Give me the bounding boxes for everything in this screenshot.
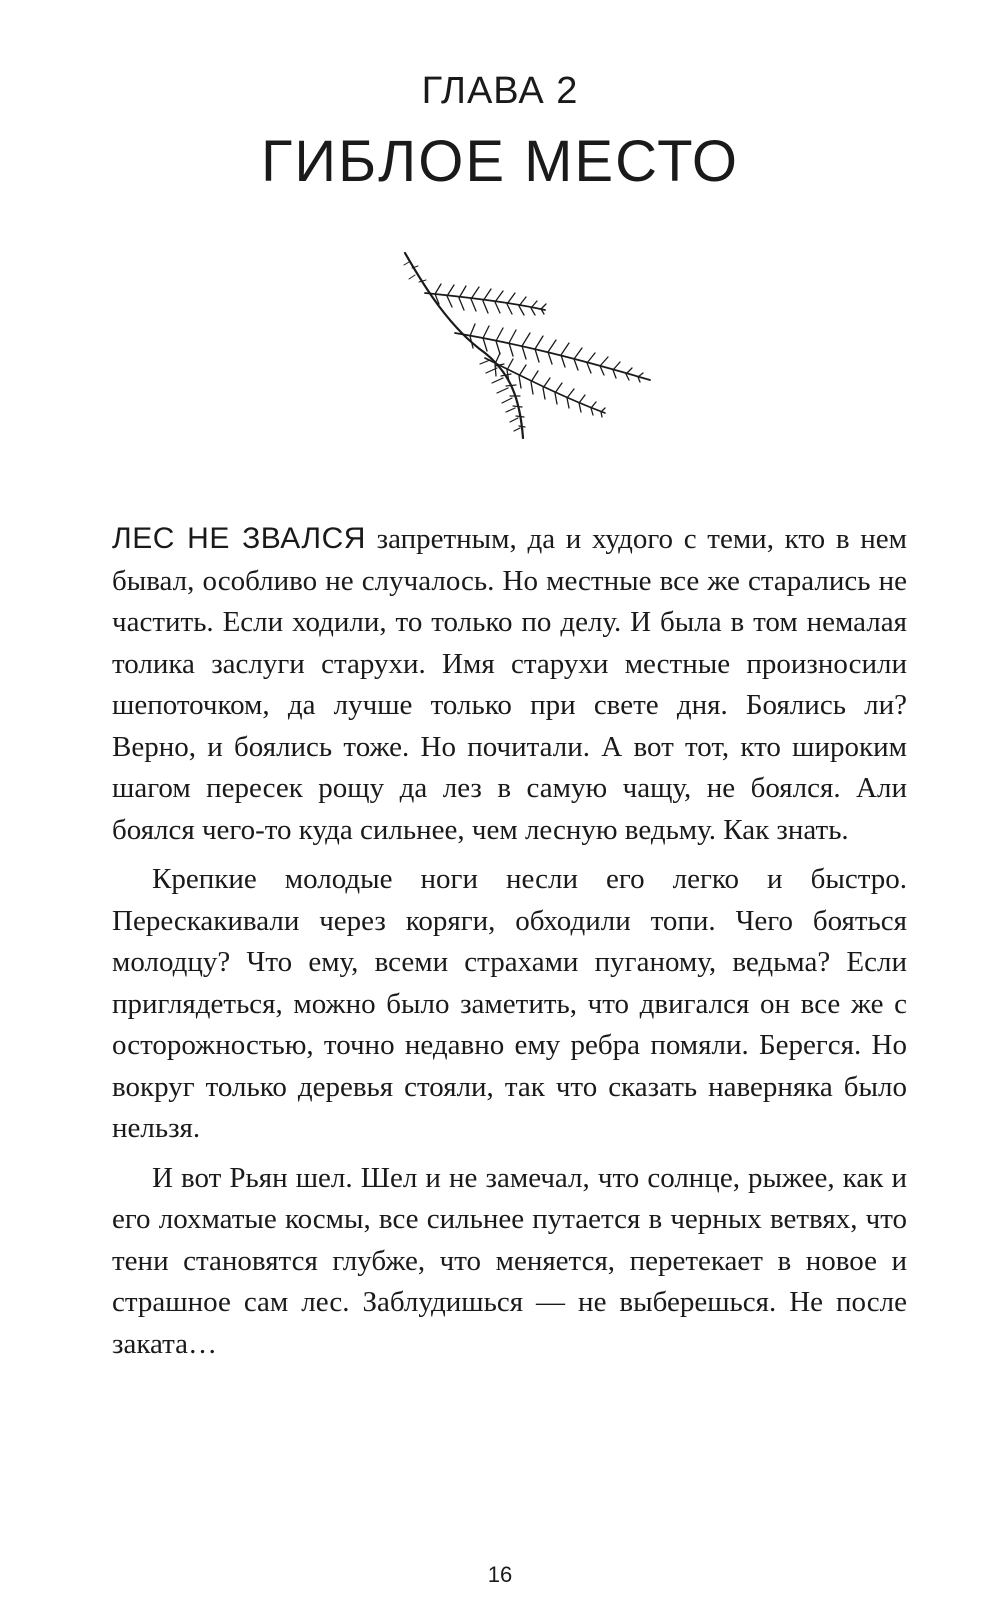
paragraph-1 bbox=[112, 518, 907, 851]
chapter-label: ГЛАВА 2 bbox=[421, 70, 579, 112]
chapter-body bbox=[112, 518, 907, 1373]
chapter-title: ГИБЛОЕ МЕСТО bbox=[260, 129, 740, 194]
page-number: 16 bbox=[487, 1562, 513, 1587]
paragraph-3: И вот Рьян шел. Шел и не замечал, что солнце, рыжее, как и его лохматые космы, все сильнее путается в черных ветвях, что тени становятся глубже, что меняется, перетекает в новое и страшное сам лес. Заблудишься — не выберешься. Не после заката… bbox=[112, 1161, 907, 1360]
lead-in-caps: ЛЕС НЕ ЗВАЛСЯ bbox=[112, 522, 366, 555]
fir-branch-icon bbox=[395, 248, 665, 448]
paragraph-1-text: запретным, да и худого с теми, кто в нем бывал, особливо не случалось. Но местные все же старались не частить. Если ходили, то только по делу. И была в том немалая толика заслуги старухи. Имя старухи местные произносили шепоточком, да лучше только при свете дня. Боялись ли? Верно, и боялись тоже. Но почитали. А вот тот, кто широким шагом пересек рощу да лез в самую чащу, не боялся. Али боялся чего-то куда сильнее, чем лесную ведьму. Как знать. bbox=[112, 523, 907, 846]
paragraph-2: Крепкие молодые ноги несли его легко и быстро. Перескакивали через коряги, обходили топи. Чего бояться молодцу? Что ему, всеми страхами пуганому, ведьма? Если приглядеться, можно было заметить, что двигался он все же с осторожностью, точно недавно ему ребра помяли. Берегся. Но вокруг только деревья стояли, так что сказать наверняка было нельзя. bbox=[112, 863, 907, 1144]
